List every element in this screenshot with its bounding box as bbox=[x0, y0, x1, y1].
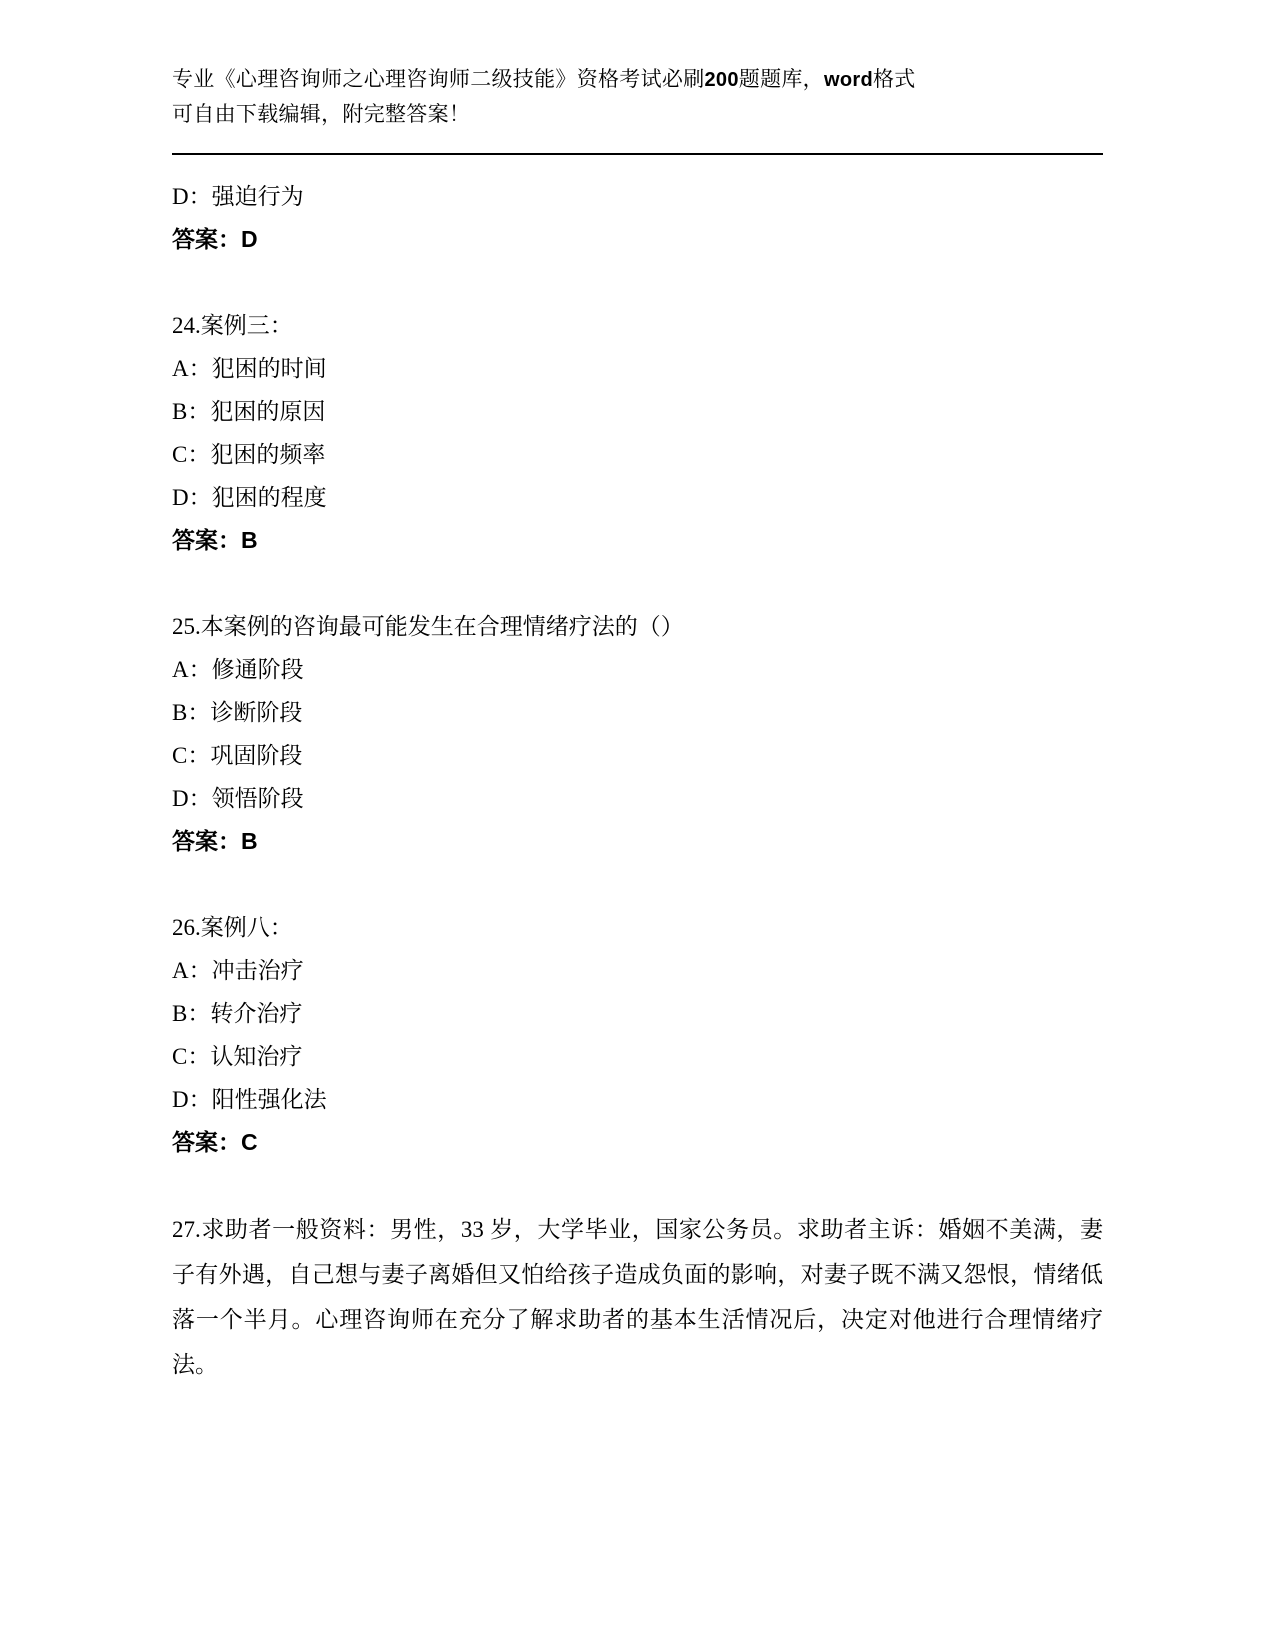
header-line2: 可自由下载编辑，附完整答案！ bbox=[172, 102, 471, 126]
answer-line bbox=[172, 218, 1103, 261]
question-text: 案例八： bbox=[200, 915, 293, 940]
answer-line bbox=[172, 820, 1103, 863]
answer-line bbox=[172, 519, 1103, 562]
question-stem bbox=[172, 605, 1103, 648]
answer-value: B bbox=[241, 828, 259, 854]
answer-line bbox=[172, 1121, 1103, 1164]
header-format-word: word bbox=[823, 69, 873, 91]
header-line1-post: 格式 bbox=[872, 67, 916, 91]
question-text: 求助者一般资料：男性，33 岁，大学毕业，国家公务员。求助者主诉：婚姻不美满，妻子有外遇，自己想与妻子离婚但又怕给孩子造成负面的影响，对妻子既不满又怨恨，情绪低落一个半月。心理咨询师在充分了解求助者的基本生活情况后，决定对他进行合理情绪疗法。 bbox=[172, 1217, 1103, 1377]
block-spacer bbox=[172, 261, 1103, 304]
header-question-count: 200 bbox=[704, 69, 739, 91]
page-header bbox=[172, 62, 1103, 131]
option-item: B：诊断阶段 bbox=[172, 700, 303, 725]
answer-value: D bbox=[241, 226, 259, 252]
question-text: 案例三： bbox=[200, 313, 293, 338]
block-spacer bbox=[172, 1164, 1103, 1207]
question-number: 25. bbox=[172, 614, 201, 639]
question-25 bbox=[172, 605, 1103, 863]
question-number: 26. bbox=[172, 915, 201, 940]
carryover-block bbox=[172, 175, 1103, 261]
question-27 bbox=[172, 1207, 1103, 1387]
option-item: D：强迫行为 bbox=[172, 184, 304, 209]
question-stem bbox=[172, 304, 1103, 347]
answer-value: B bbox=[241, 527, 259, 553]
header-line1-pre: 专业《心理咨询师之心理咨询师二级技能》资格考试必刷 bbox=[172, 67, 705, 91]
question-number: 27. bbox=[172, 1217, 201, 1242]
question-24 bbox=[172, 304, 1103, 562]
block-spacer bbox=[172, 562, 1103, 605]
option-item: D：阳性强化法 bbox=[172, 1087, 327, 1112]
answer-label: 答案： bbox=[172, 528, 241, 553]
block-spacer bbox=[172, 863, 1103, 906]
option-item: C：巩固阶段 bbox=[172, 743, 303, 768]
option-item: A：修通阶段 bbox=[172, 657, 304, 682]
option-item: B：转介治疗 bbox=[172, 1001, 303, 1026]
answer-label: 答案： bbox=[172, 1130, 241, 1155]
option-item: C：认知治疗 bbox=[172, 1044, 303, 1069]
option-item: D：犯困的程度 bbox=[172, 485, 327, 510]
question-text: 本案例的咨询最可能发生在合理情绪疗法的（） bbox=[200, 614, 684, 639]
option-item: D：领悟阶段 bbox=[172, 786, 304, 811]
answer-label: 答案： bbox=[172, 829, 241, 854]
option-item: C：犯困的频率 bbox=[172, 442, 326, 467]
question-stem bbox=[172, 1207, 1103, 1387]
header-divider bbox=[172, 153, 1103, 155]
option-item: A：犯困的时间 bbox=[172, 356, 327, 381]
answer-value: C bbox=[241, 1129, 259, 1155]
question-stem bbox=[172, 906, 1103, 949]
answer-label: 答案： bbox=[172, 227, 241, 252]
question-26 bbox=[172, 906, 1103, 1164]
question-number: 24. bbox=[172, 313, 201, 338]
option-item: B：犯困的原因 bbox=[172, 399, 326, 424]
header-line1-mid: 题题库， bbox=[738, 67, 824, 91]
option-item: A：冲击治疗 bbox=[172, 958, 304, 983]
